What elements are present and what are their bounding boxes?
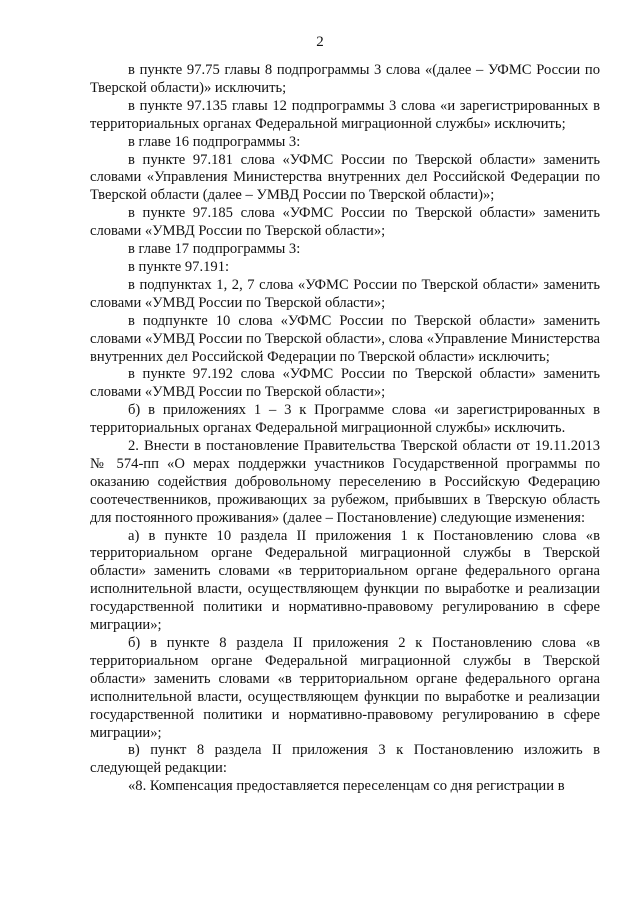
- paragraph-97-192: в пункте 97.192 слова «УФМС России по Тверской области» заменить словами «УМВД России по Тверской области»;: [90, 366, 600, 401]
- paragraph-chapter-16: в главе 16 подпрограммы 3:: [128, 133, 301, 150]
- paragraph-section-2: 2. Внести в постановление Правительства Тверской области от 19.11.2013 № 574-пп «О мерах поддержки участников Государственной программы по оказанию содействия добровольному переселению в Российскую Федерацию соотечественников, проживающих за рубежом, прибывших в Тверскую область для постоянного проживания» (далее – Постановление) следующие изменения:: [90, 438, 600, 526]
- document-body: [90, 62, 600, 796]
- paragraph-subitems-1-2-7: в подпунктах 1, 2, 7 слова «УФМС России по Тверской области» заменить словами «УМВД России по Тверской области»;: [90, 276, 600, 311]
- paragraph-b-appendices: б) в приложениях 1 – 3 к Программе слова «и зарегистрированных в территориальных органах Федеральной миграционной службы» исключить.: [90, 402, 600, 437]
- page-number: 2: [316, 34, 324, 50]
- paragraph-97-191: в пункте 97.191:: [128, 258, 230, 275]
- paragraph-97-135: в пункте 97.135 главы 12 подпрограммы 3 слова «и зарегистрированных в территориальных органах Федеральной миграционной службы» исключить;: [90, 97, 600, 132]
- paragraph-97-185: в пункте 97.185 слова «УФМС России по Тверской области» заменить словами «УМВД России по Тверской области»;: [90, 205, 600, 240]
- paragraph-a-appendix-1: а) в пункте 10 раздела II приложения 1 к Постановлению слова «в территориальном органе Федеральной миграционной службы в Тверской области» заменить словами «в территориальном органе федерального органа исполнительной власти, осуществляющем функции по выработке и реализации государственной политики и нормативно-правовому регулированию в сфере миграции»;: [90, 527, 600, 634]
- paragraph-subitem-10: в подпункте 10 слова «УФМС России по Тверской области» заменить словами «УМВД России по Тверской области», слова «Управление Министерства внутренних дел Российской Федерации по Тверской области» исключить;: [90, 312, 600, 365]
- paragraph-97-181: в пункте 97.181 слова «УФМС России по Тверской области» заменить словами «Управления Министерства внутренних дел Российской Федерации по Тверской области (далее – УМВД России по Тверской области)»;: [90, 151, 600, 204]
- paragraph-item-8-quote: «8. Компенсация предоставляется переселенцам со дня регистрации в: [128, 778, 565, 795]
- paragraph-chapter-17: в главе 17 подпрограммы 3:: [128, 241, 301, 258]
- paragraph-b-appendix-2: б) в пункте 8 раздела II приложения 2 к Постановлению слова «в территориальном органе Федеральной миграционной службы в Тверской области» заменить словами «в территориальном органе федерального органа исполнительной власти, осуществляющем функции по выработке и реализации государственной политики и нормативно-правовому регулированию в сфере миграции»;: [90, 635, 600, 741]
- paragraph-97-75: в пункте 97.75 главы 8 подпрограммы 3 слова «(далее – УФМС России по Тверской области)» исключить;: [90, 62, 600, 96]
- paragraph-v-appendix-3: в) пункт 8 раздела II приложения 3 к Постановлению изложить в следующей редакции:: [90, 742, 600, 777]
